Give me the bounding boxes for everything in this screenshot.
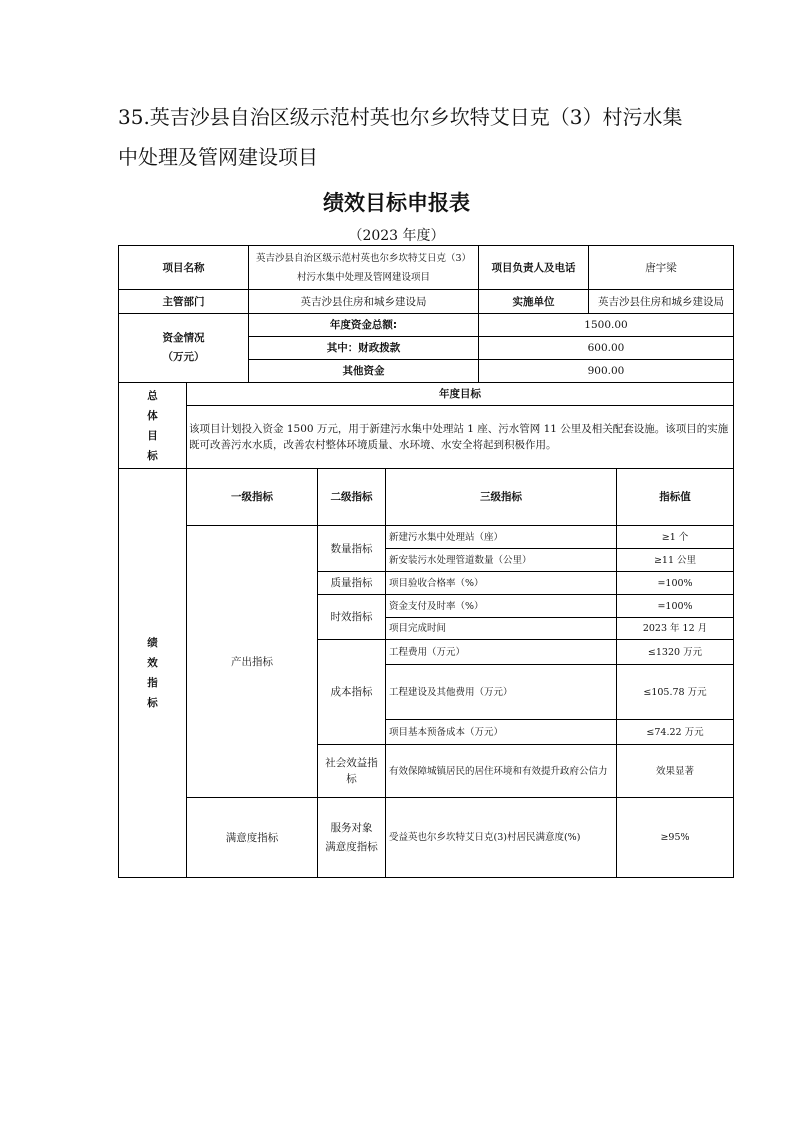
document-heading-line-2: 中处理及管网建设项目	[118, 145, 318, 169]
level-2-indicator-header: 二级指标	[317, 468, 386, 526]
funds-label	[118, 313, 249, 383]
performance-indicators-char: 绩	[147, 637, 158, 649]
document-heading-line-1: 35.英吉沙县自治区级示范村英也尔乡坎特艾日克（3）村污水集	[118, 105, 683, 129]
output-indicators-cell: 产出指标	[186, 525, 318, 798]
indicator-value: 2023 年 12 月	[616, 617, 734, 640]
overall-goal-label	[118, 382, 187, 469]
timeliness-indicators-cell: 时效指标	[317, 594, 386, 640]
indicator-value: ≤105.78 万元	[616, 664, 734, 720]
funds-label-line-1: 资金情况	[162, 332, 205, 344]
level-3-indicator: 工程费用（万元）	[385, 639, 617, 665]
satisfaction-indicators-cell: 满意度指标	[186, 797, 318, 878]
form-title: 绩效目标申报表	[323, 191, 470, 215]
indicator-value: ≤1320 万元	[616, 639, 734, 665]
indicator-value-header: 指标值	[616, 468, 734, 526]
implementing-unit-label: 实施单位	[478, 289, 589, 314]
indicator-value: ≥11 公里	[616, 548, 734, 572]
project-name-line-1: 英吉沙县自治区级示范村英也尔乡坎特艾日克（3）	[255, 252, 472, 264]
quantity-indicators-cell: 数量指标	[317, 525, 386, 572]
annual-fund-total-label: 年度资金总额:	[248, 313, 479, 337]
supervising-dept-value: 英吉沙县住房和城乡建设局	[248, 289, 479, 314]
service-satisfaction-indicators-cell	[317, 797, 386, 878]
other-funds-label: 其他资金	[248, 359, 479, 383]
level-1-indicator-header: 一级指标	[186, 468, 318, 526]
cost-indicators-cell: 成本指标	[317, 639, 386, 745]
level-3-indicator: 有效保障城镇居民的居住环境和有效提升政府公信力	[385, 744, 617, 798]
level-3-indicator: 项目基本预备成本（万元）	[385, 719, 617, 745]
level-3-indicator: 工程建设及其他费用（万元）	[385, 664, 617, 720]
annual-fund-total-value: 1500.00	[478, 313, 734, 337]
level-3-indicator: 项目验收合格率（%）	[385, 571, 617, 595]
level-3-indicator: 新安装污水处理管道数量（公里）	[385, 548, 617, 572]
annual-goal-header: 年度目标	[186, 382, 734, 406]
supervising-dept-label: 主管部门	[118, 289, 249, 314]
performance-indicators-char: 指	[147, 677, 158, 689]
quality-indicators-cell: 质量指标	[317, 571, 386, 595]
level-3-indicator: 项目完成时间	[385, 617, 617, 640]
service-satisfaction-line-2: 满意度指标	[325, 840, 378, 853]
overall-goal-char: 总	[147, 389, 158, 402]
indicator-value: =100%	[616, 571, 734, 595]
project-name-label: 项目名称	[118, 245, 249, 290]
overall-goal-char: 目	[147, 429, 158, 442]
indicator-value: ≥95%	[616, 797, 734, 878]
form-year: （2023 年度）	[348, 228, 445, 244]
project-name-line-2: 村污水集中处理及管网建设项目	[296, 271, 430, 283]
project-name-value	[248, 245, 479, 290]
project-leader-value: 唐宇梁	[588, 245, 734, 290]
overall-goal-char: 体	[147, 409, 158, 422]
indicator-value: ≥1 个	[616, 525, 734, 549]
indicator-value: =100%	[616, 594, 734, 618]
social-benefit-indicators-cell: 社会效益指标	[317, 744, 386, 798]
level-3-indicator: 资金支付及时率（%）	[385, 594, 617, 618]
project-leader-label: 项目负责人及电话	[478, 245, 589, 290]
service-satisfaction-line-1: 服务对象	[330, 821, 373, 834]
fiscal-allocation-label: 其中：财政拨款	[248, 336, 479, 360]
indicator-value: ≤74.22 万元	[616, 719, 734, 745]
performance-indicators-char: 标	[147, 697, 158, 709]
level-3-indicator: 受益英也尔乡坎特艾日克(3)村居民满意度(%)	[385, 797, 617, 878]
performance-goal-table	[118, 245, 734, 878]
other-funds-value: 900.00	[478, 359, 734, 383]
performance-indicators-char: 效	[147, 657, 158, 669]
level-3-indicator: 新建污水集中处理站（座）	[385, 525, 617, 549]
indicator-value: 效果显著	[616, 744, 734, 798]
implementing-unit-value: 英吉沙县住房和城乡建设局	[588, 289, 734, 314]
funds-label-line-2: （万元）	[162, 351, 205, 363]
overall-goal-char: 标	[147, 449, 158, 462]
level-3-indicator-header: 三级指标	[385, 468, 617, 526]
performance-indicators-label	[118, 468, 187, 878]
annual-goal-text: 该项目计划投入资金 1500 万元，用于新建污水集中处理站 1 座、污水管网 11 公里及相关配套设施。该项目的实施既可改善污水水质，改善农村整体环境质量、水环境、水安全将起到积极作用。	[186, 405, 734, 469]
fiscal-allocation-value: 600.00	[478, 336, 734, 360]
